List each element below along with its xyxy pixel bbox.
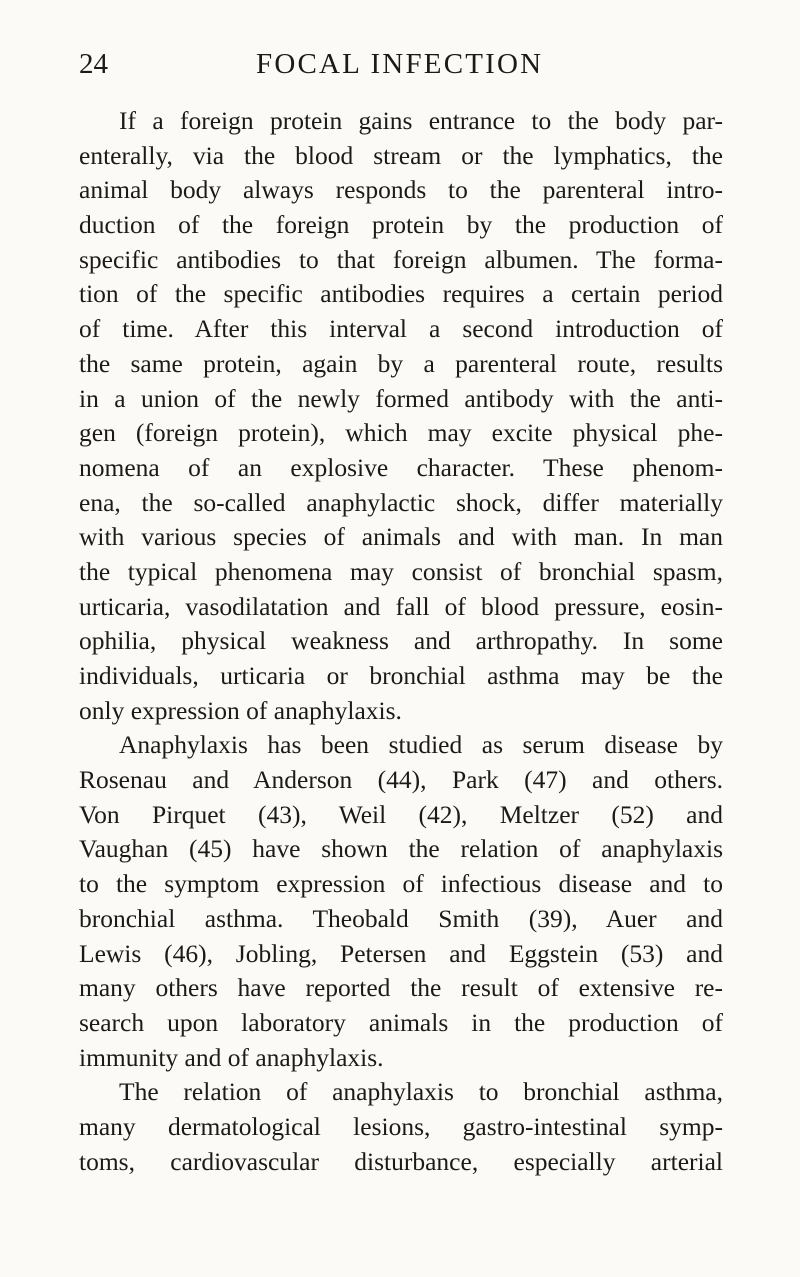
text-line: enterally, via the blood stream or the lymphatics, the	[79, 140, 723, 170]
text-line: search upon laboratory animals in the production of	[79, 1007, 723, 1037]
text-line: bronchial asthma. Theobald Smith (39), Auer and	[79, 903, 723, 933]
text-line: specific antibodies to that foreign albumen. The forma-	[79, 244, 723, 274]
text-line: animal body always responds to the parenteral intro-	[79, 175, 723, 205]
text-line: Lewis (46), Jobling, Petersen and Eggstein (53) and	[79, 938, 723, 968]
text-line: many others have reported the result of extensive re-	[79, 973, 723, 1003]
text-line: gen (foreign protein), which may excite physical phe-	[79, 418, 723, 448]
text-line: tion of the specific antibodies requires a certain period	[79, 279, 723, 309]
text-line: Von Pirquet (43), Weil (42), Meltzer (52) and	[79, 799, 723, 829]
text-line: Rosenau and Anderson (44), Park (47) and others.	[79, 765, 723, 795]
text-line: only expression of anaphylaxis.	[79, 695, 402, 725]
page-header	[79, 46, 719, 86]
text-line: Vaughan (45) have shown the relation of anaphylaxis	[79, 834, 723, 864]
body-text	[79, 104, 723, 1179]
text-line: many dermatological lesions, gastro-intestinal symp-	[79, 1111, 723, 1141]
text-line: individuals, urticaria or bronchial asthma may be the	[79, 661, 723, 690]
text-line: immunity and of anaphylaxis.	[79, 1042, 384, 1072]
text-line: duction of the foreign protein by the production of	[79, 210, 723, 240]
page-number: 24	[79, 48, 108, 80]
running-head: FOCAL INFECTION	[256, 48, 544, 80]
text-line: ena, the so-called anaphylactic shock, differ materially	[79, 487, 723, 517]
text-line: ophilia, physical weakness and arthropathy. In some	[79, 626, 723, 656]
text-line: Anaphylaxis has been studied as serum disease by	[119, 730, 723, 760]
text-line: the same protein, again by a parenteral route, results	[79, 348, 723, 378]
text-line: urticaria, vasodilatation and fall of blood pressure, eosin-	[79, 591, 723, 621]
text-line: The relation of anaphylaxis to bronchial asthma,	[119, 1077, 723, 1107]
text-line: toms, cardiovascular disturbance, especially arterial	[79, 1146, 723, 1176]
text-line: with various species of animals and with man. In man	[79, 522, 723, 552]
text-line: to the symptom expression of infectious disease and to	[79, 869, 723, 899]
text-line: If a foreign protein gains entrance to the body par-	[119, 106, 723, 135]
text-line: of time. After this interval a second introduction of	[79, 314, 723, 344]
text-line: in a union of the newly formed antibody with the anti-	[79, 383, 723, 413]
text-line: nomena of an explosive character. These phenom-	[79, 452, 723, 482]
text-line: the typical phenomena may consist of bronchial spasm,	[79, 556, 723, 586]
